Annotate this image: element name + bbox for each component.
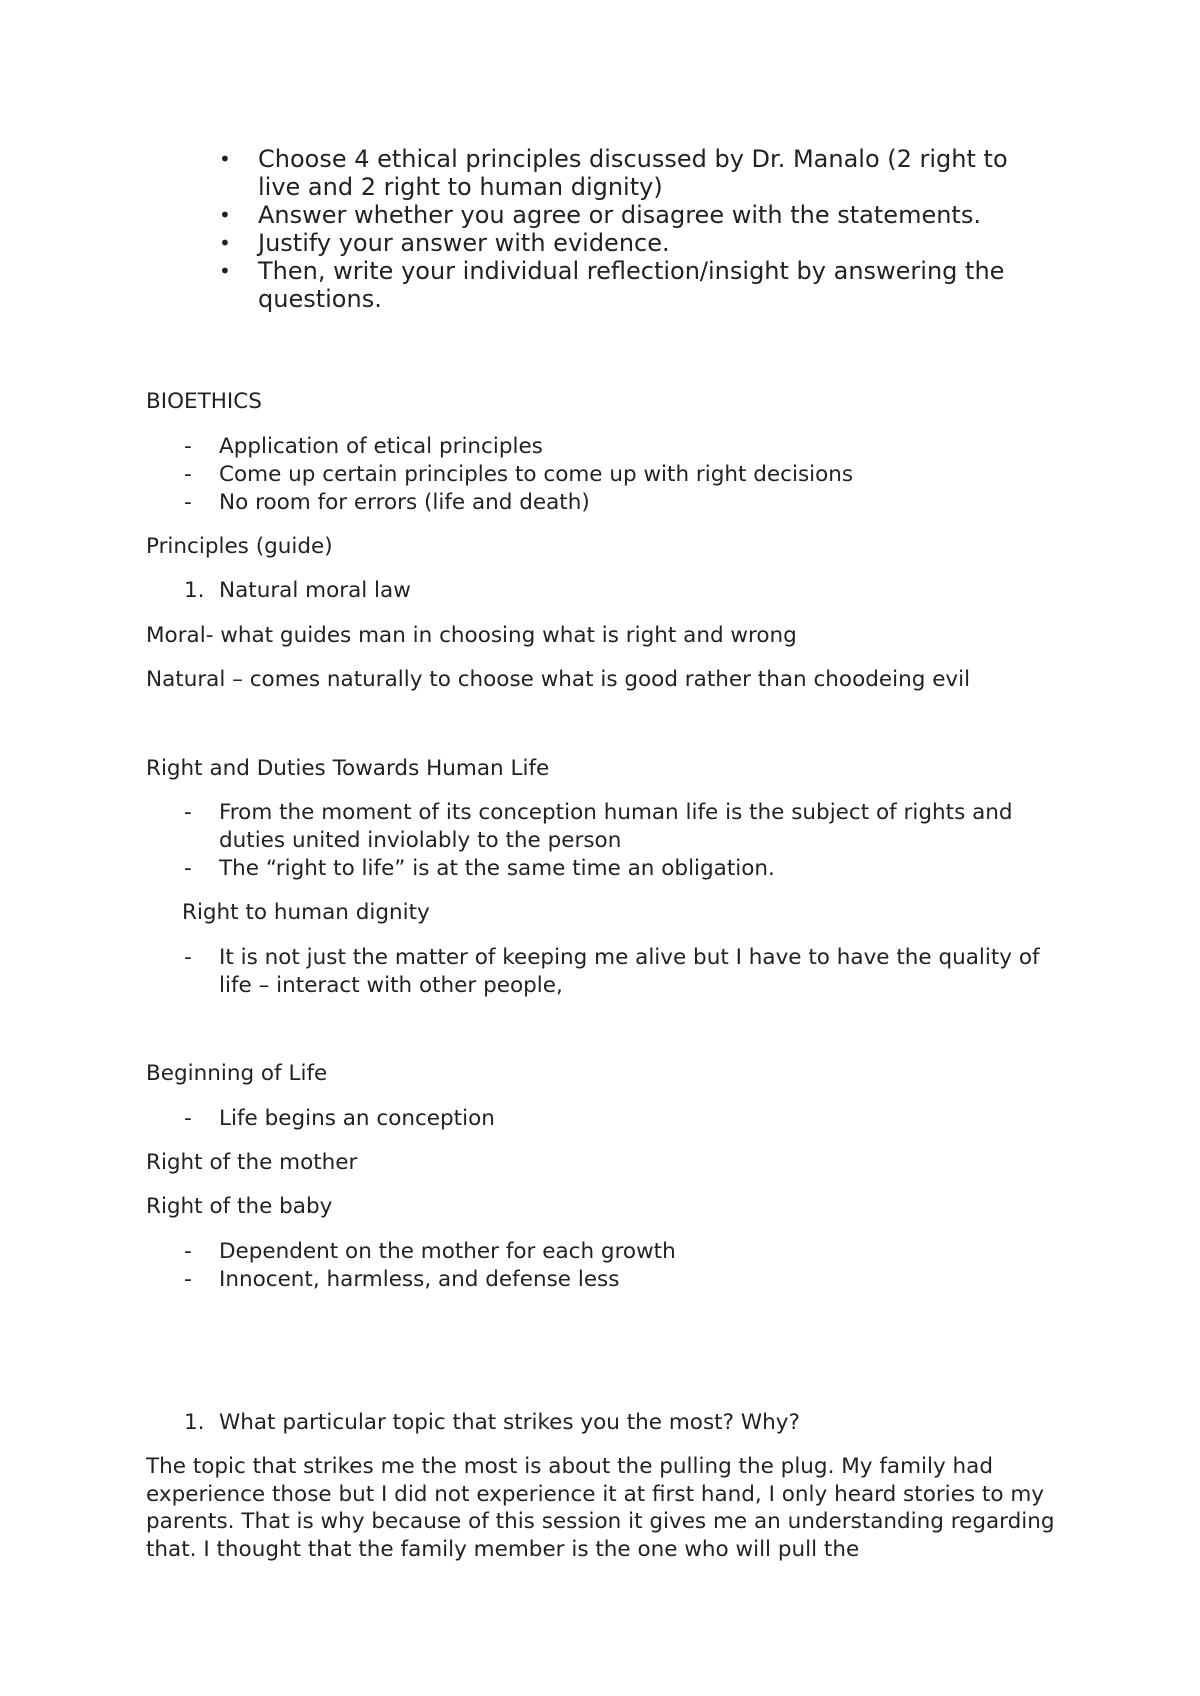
list-item-text: Application of etical principles — [219, 434, 543, 459]
dash-marker: - — [184, 1239, 192, 1264]
dash-marker: - — [184, 434, 192, 459]
list-item-text: From the moment of its conception human life is the subject of rights and duties united inviolably to the person — [219, 800, 1013, 853]
reflection-answer: The topic that strikes me the most is about the pulling the plug. My family had experience those but I did not experience it at first hand, I only heard stories to my parents. That is why because of this session it gives me an understanding regarding that. I thought that the family member is the one who will pull the — [146, 1454, 1055, 1562]
numbered-item-text: Natural moral law — [219, 578, 411, 603]
bullet-icon: • — [219, 231, 231, 255]
bioethics-heading: BIOETHICS — [146, 389, 262, 414]
dignity-heading: Right to human dignity — [182, 900, 430, 925]
bullet-icon: • — [219, 203, 231, 227]
dash-marker: - — [184, 462, 192, 487]
dash-marker: - — [184, 490, 192, 515]
dash-marker: - — [184, 945, 192, 970]
question-text: What particular topic that strikes you the most? Why? — [219, 1410, 800, 1435]
list-item-text: No room for errors (life and death) — [219, 490, 590, 515]
mother-heading: Right of the mother — [146, 1150, 358, 1175]
list-item-text: The “right to life” is at the same time an obligation. — [219, 856, 775, 881]
bullet-icon: • — [219, 259, 231, 283]
rights-heading: Right and Duties Towards Human Life — [146, 756, 550, 781]
instruction-text: Choose 4 ethical principles discussed by Dr. Manalo (2 right to live and 2 right to human dignity) — [258, 145, 1008, 201]
list-item-text: Innocent, harmless, and defense less — [219, 1267, 620, 1292]
beginning-heading: Beginning of Life — [146, 1061, 328, 1086]
number-marker: 1. — [184, 578, 205, 603]
moral-definition: Moral- what guides man in choosing what is right and wrong — [146, 623, 797, 648]
number-marker: 1. — [184, 1410, 205, 1435]
list-item-text: Dependent on the mother for each growth — [219, 1239, 676, 1264]
instruction-text: Then, write your individual reflection/insight by answering the questions. — [258, 257, 1005, 313]
instruction-text: Justify your answer with evidence. — [258, 229, 670, 257]
instruction-text: Answer whether you agree or disagree with the statements. — [258, 201, 981, 229]
list-item-text: Life begins an conception — [219, 1106, 495, 1131]
principles-heading: Principles (guide) — [146, 534, 333, 559]
dash-marker: - — [184, 1267, 192, 1292]
dash-marker: - — [184, 800, 192, 825]
dash-marker: - — [184, 856, 192, 881]
bullet-icon: • — [219, 147, 231, 171]
list-item-text: It is not just the matter of keeping me alive but I have to have the quality of life – interact with other people, — [219, 945, 1040, 998]
baby-heading: Right of the baby — [146, 1194, 333, 1219]
list-item-text: Come up certain principles to come up with right decisions — [219, 462, 854, 487]
natural-definition: Natural – comes naturally to choose what is good rather than choodeing evil — [146, 667, 971, 692]
dash-marker: - — [184, 1106, 192, 1131]
